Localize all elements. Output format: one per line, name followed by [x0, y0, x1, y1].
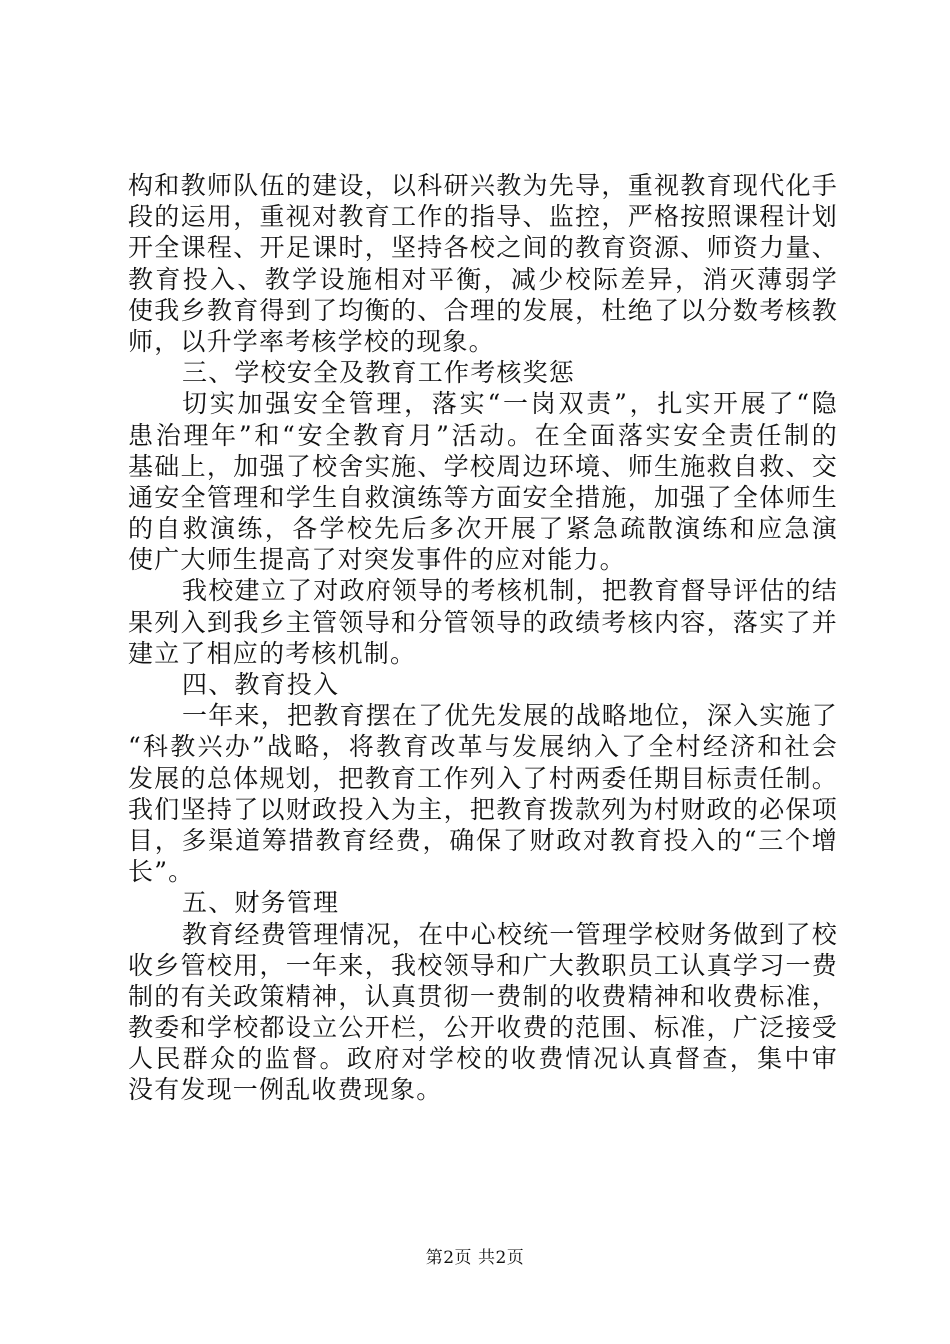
- text-line: 切实加强安全管理，落实“一岗双责”，扎实开展了“隐: [182, 389, 838, 419]
- text-line: 患治理年”和“安全教育月”活动。在全面落实安全责任制的: [128, 420, 838, 450]
- section-heading: 三、学校安全及教育工作考核奖惩: [182, 358, 576, 388]
- text-line: 我们坚持了以财政投入为主，把教育拨款列为村财政的必保项: [128, 794, 838, 824]
- text-line: 一年来，把教育摆在了优先发展的战略地位，深入实施了: [182, 701, 838, 731]
- text-line: 目，多渠道筹措教育经费，确保了财政对教育投入的“三个增: [128, 825, 838, 855]
- text-line: 收乡管校用，一年来，我校领导和广大教职员工认真学习一费: [128, 950, 838, 980]
- text-line: 长”。: [128, 857, 195, 887]
- section-heading: 五、财务管理: [182, 888, 340, 918]
- text-line: 果列入到我乡主管领导和分管领导的政绩考核内容，落实了并: [128, 607, 838, 637]
- text-line: 开全课程、开足课时，坚持各校之间的教育资源、师资力量、: [128, 233, 838, 263]
- text-line: 教委和学校都设立公开栏，公开收费的范围、标准，广泛接受: [128, 1013, 838, 1043]
- text-line: 使我乡教育得到了均衡的、合理的发展，杜绝了以分数考核教: [128, 295, 838, 325]
- text-line: 基础上，加强了校舍实施、学校周边环境、师生施救自救、交: [128, 451, 838, 481]
- text-line: 人民群众的监督。政府对学校的收费情况认真督查，集中审: [128, 1044, 838, 1074]
- document-body: [128, 170, 838, 1106]
- text-line: “科教兴办”战略，将教育改革与发展纳入了全村经济和社会: [128, 732, 838, 762]
- text-line: 发展的总体规划，把教育工作列入了村两委任期目标责任制。: [128, 763, 838, 793]
- text-line: 段的运用，重视对教育工作的指导、监控，严格按照课程计划: [128, 202, 838, 232]
- text-line: 教育投入、教学设施相对平衡，减少校际差异，消灭薄弱学: [128, 264, 838, 294]
- section-heading: 四、教育投入: [182, 670, 340, 699]
- text-line: 师，以升学率考核学校的现象。: [128, 326, 495, 356]
- text-line: 制的有关政策精神，认真贯彻一费制的收费精神和收费标准，: [128, 981, 838, 1011]
- page-footer: 第2页 共2页: [425, 1248, 525, 1268]
- text-line: 构和教师队伍的建设，以科研兴教为先导，重视教育现代化手: [128, 171, 838, 200]
- text-line: 的自救演练，各学校先后多次开展了紧急疏散演练和应急演: [128, 514, 838, 544]
- text-line: 使广大师生提高了对突发事件的应对能力。: [128, 545, 626, 575]
- text-line: 没有发现一例乱收费现象。: [128, 1075, 443, 1105]
- text-line: 教育经费管理情况，在中心校统一管理学校财务做到了校: [182, 919, 838, 949]
- text-line: 我校建立了对政府领导的考核机制，把教育督导评估的结: [182, 576, 838, 606]
- text-line: 建立了相应的考核机制。: [128, 638, 417, 668]
- text-line: 通安全管理和学生自救演练等方面安全措施，加强了全体师生: [128, 482, 838, 512]
